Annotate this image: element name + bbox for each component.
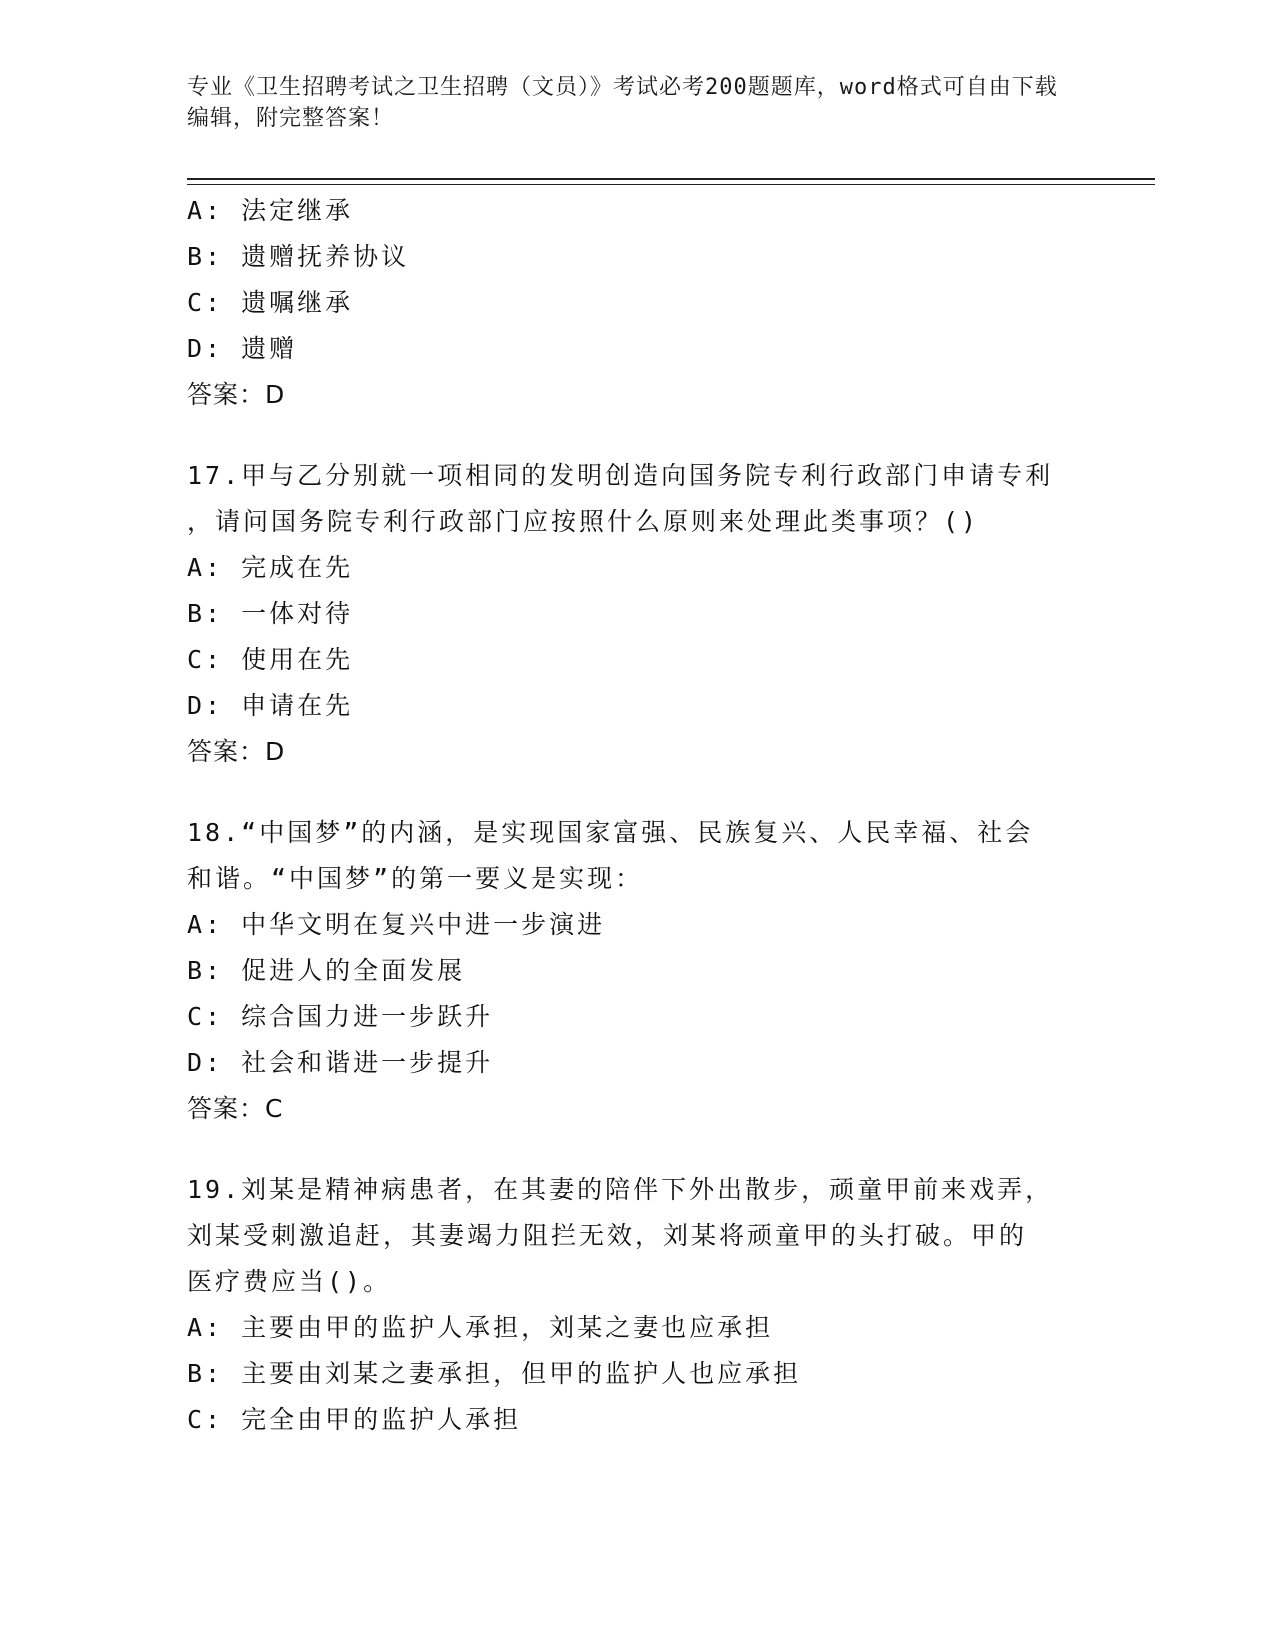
answer: 答案：C	[187, 1094, 284, 1123]
spacer	[187, 775, 1087, 810]
option-b: B: 主要由刘某之妻承担，但甲的监护人也应承担	[187, 1359, 802, 1388]
answer: 答案：D	[187, 737, 286, 766]
option-d: D: 申请在先	[187, 691, 354, 720]
option-c: C: 完全由甲的监护人承担	[187, 1405, 522, 1434]
option-a: A: 完成在先	[187, 553, 354, 582]
question-text-line: 17.甲与乙分别就一项相同的发明创造向国务院专利行政部门申请专利	[187, 461, 1054, 490]
question-text-line: ，请问国务院专利行政部门应按照什么原则来处理此类事项？()	[187, 507, 980, 536]
question-18	[187, 810, 1087, 1132]
header-rule-thick	[187, 178, 1155, 180]
spacer	[187, 1132, 1087, 1167]
question-text-line: 18.“中国梦”的内涵，是实现国家富强、民族复兴、人民幸福、社会	[187, 818, 1034, 847]
option-c: C: 使用在先	[187, 645, 354, 674]
spacer	[187, 418, 1087, 453]
question-17	[187, 453, 1087, 775]
question-text-line: 刘某受刺激追赶，其妻竭力阻拦无效，刘某将顽童甲的头打破。甲的	[187, 1221, 1028, 1250]
option-d: D: 遗赠	[187, 334, 298, 363]
answer: 答案：D	[187, 380, 286, 409]
option-b: B: 一体对待	[187, 599, 354, 628]
option-c: C: 综合国力进一步跃升	[187, 1002, 494, 1031]
option-b: B: 促进人的全面发展	[187, 956, 466, 985]
question-text-line: 和谐。“中国梦”的第一要义是实现：	[187, 864, 644, 893]
header-rule-thin	[187, 184, 1155, 185]
option-b: B: 遗赠抚养协议	[187, 242, 410, 271]
document-header: 专业《卫生招聘考试之卫生招聘（文员）》考试必考200题题库，word格式可自由下载编辑，附完整答案！	[187, 75, 1058, 131]
option-d: D: 社会和谐进一步提升	[187, 1048, 494, 1077]
option-a: A: 法定继承	[187, 196, 354, 225]
question-text-line: 医疗费应当()。	[187, 1267, 392, 1296]
question-16-continued	[187, 188, 1087, 418]
option-a: A: 主要由甲的监护人承担，刘某之妻也应承担	[187, 1313, 774, 1342]
question-content	[187, 188, 1087, 1443]
question-19	[187, 1167, 1087, 1443]
option-a: A: 中华文明在复兴中进一步演进	[187, 910, 606, 939]
option-c: C: 遗嘱继承	[187, 288, 354, 317]
question-text-line: 19.刘某是精神病患者，在其妻的陪伴下外出散步，顽童甲前来戏弄，	[187, 1175, 1054, 1204]
